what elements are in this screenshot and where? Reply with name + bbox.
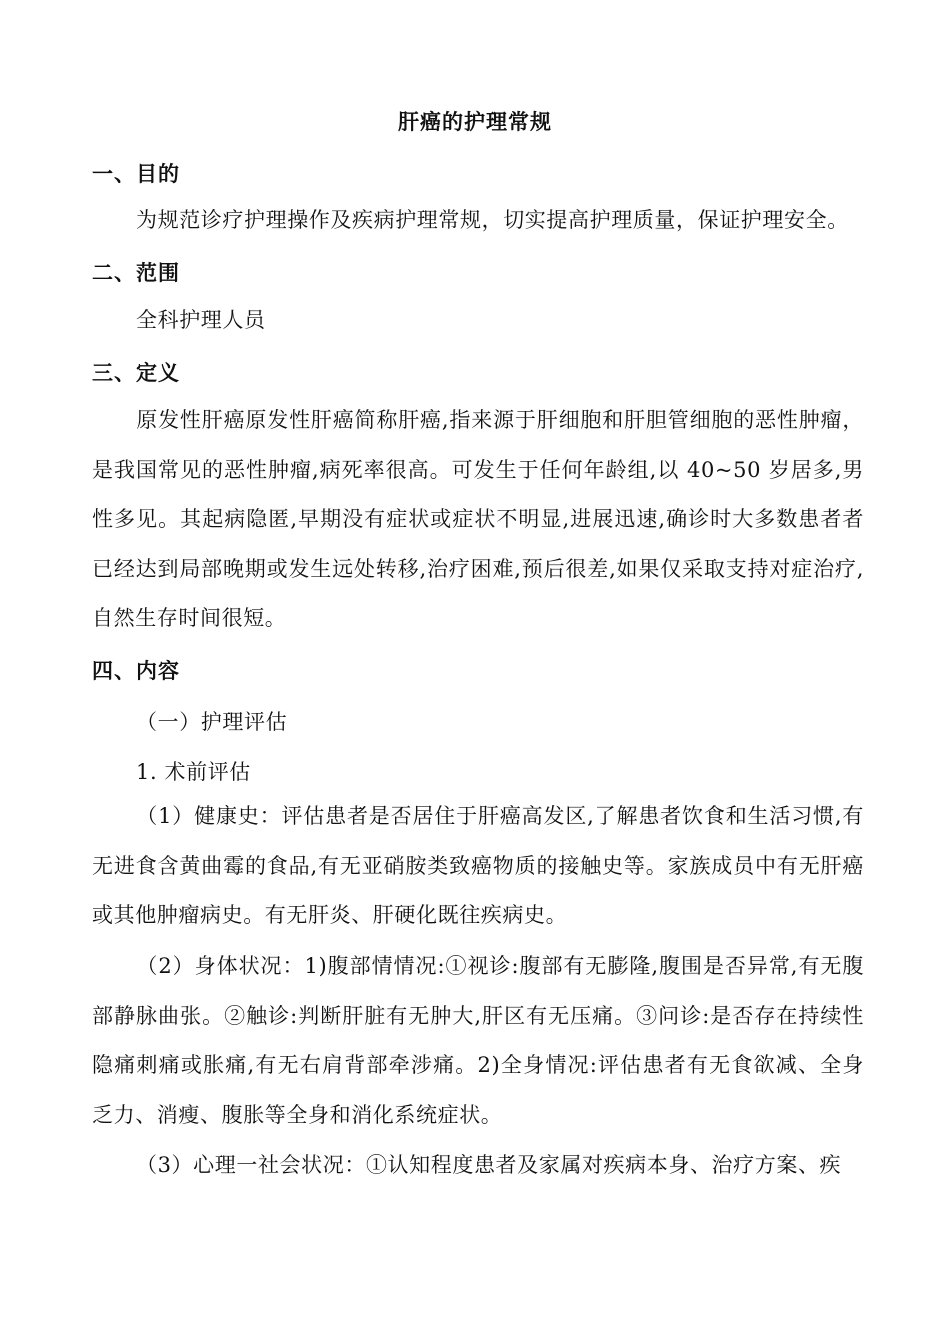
paragraph-definition-text: 原发性肝癌原发性肝癌简称肝癌,指来源于肝细胞和肝胆管细胞的恶性肿瘤，是我国常见的恶性肿瘤,病死率很高。可发生于任何年龄组,以 40~50 岁居多,男性多见。其起病隐匿,早期没有症状或症状不明显,进展迅速,确诊时大多数患者者已经达到局部晚期或发生远处转移,治疗困难,预后很差,如果仅采取支持对症治疗,自然生存时间很短。 bbox=[92, 408, 864, 630]
paragraph-purpose-text: 为规范诊疗护理操作及疾病护理常规，切实提高护理质量，保证护理安全。 bbox=[136, 208, 849, 232]
paragraph-health-history bbox=[92, 792, 864, 941]
paragraph-physical-status-text: （2）身体状况：1)腹部情情况:①视诊:腹部有无膨隆,腹围是否异常,有无腹部静脉曲张。②触诊:判断肝脏有无肿大,肝区有无压痛。③问诊:是否存在持续性隐痛刺痛或胀痛,有无右肩背部牵涉痛。2)全身情况:评估患者有无食欲减、全身乏力、消瘦、腹胀等全身和消化系统症状。 bbox=[92, 954, 864, 1127]
heading-definition: 三、定义 bbox=[92, 360, 180, 385]
paragraph-psychosocial-status-text: （3）心理一社会状况：①认知程度患者及家属对疾病本身、治疗方案、疾 bbox=[136, 1153, 842, 1177]
paragraph-physical-status bbox=[92, 942, 864, 1140]
paragraph-health-history-text: （1）健康史：评估患者是否居住于肝癌高发区,了解患者饮食和生活习惯,有无进食含黄曲霉的食品,有无亚硝胺类致癌物质的接触史等。家族成员中有无肝癌或其他肿瘤病史。有无肝炎、肝硬化既往疾病史。 bbox=[92, 804, 864, 927]
document-title: 肝癌的护理常规 bbox=[398, 109, 552, 134]
heading-scope: 二、范围 bbox=[92, 260, 180, 285]
paragraph-purpose bbox=[92, 196, 864, 246]
paragraph-psychosocial-status bbox=[92, 1141, 864, 1191]
heading-content: 四、内容 bbox=[92, 658, 180, 683]
subheading-nursing-assessment: （一）护理评估 bbox=[136, 710, 288, 734]
paragraph-definition bbox=[92, 396, 864, 644]
subheading-preop-assessment: 1. 术前评估 bbox=[136, 760, 251, 784]
paragraph-scope bbox=[92, 296, 864, 346]
paragraph-scope-text: 全科护理人员 bbox=[136, 308, 266, 332]
heading-purpose: 一、目的 bbox=[92, 161, 180, 186]
